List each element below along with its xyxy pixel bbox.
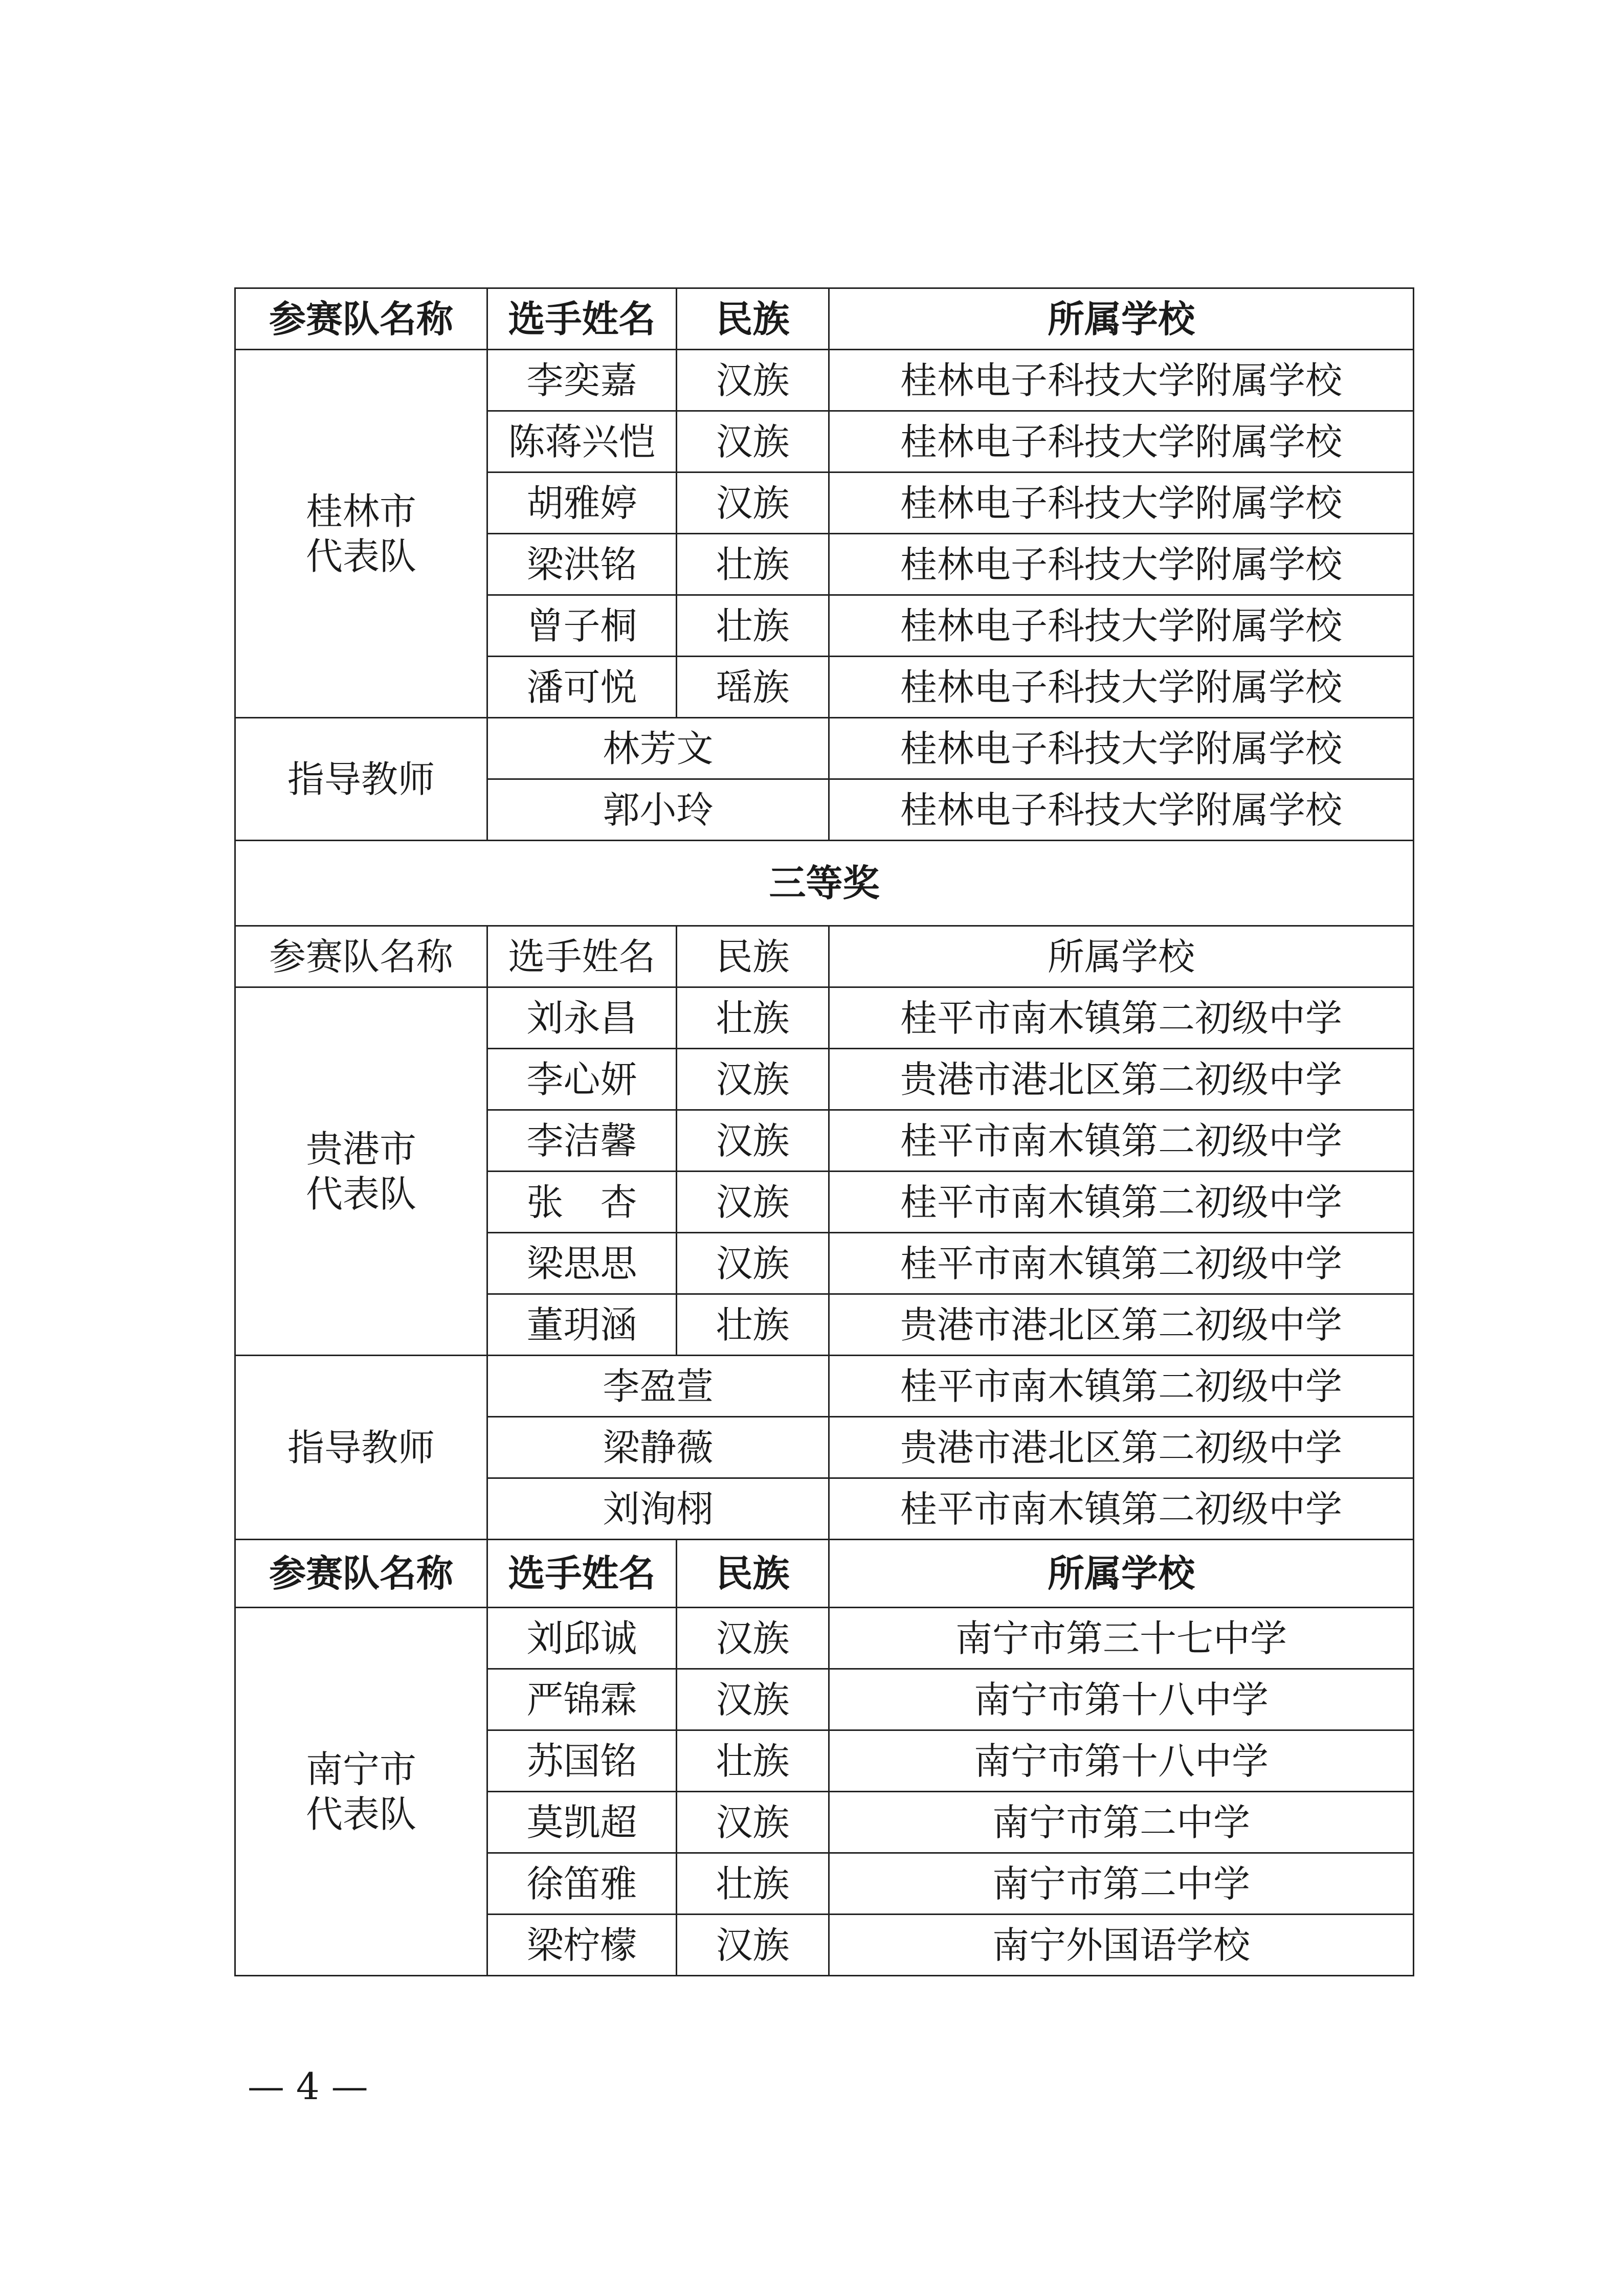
player-name: 梁洪铭	[487, 534, 677, 595]
player-ethnicity: 瑶族	[677, 657, 829, 718]
page-number: — 4 —	[248, 2065, 368, 2108]
team-guigang	[235, 987, 487, 1356]
team-guilin	[235, 350, 487, 718]
player-school: 桂平市南木镇第二初级中学	[829, 987, 1414, 1049]
team-name-line: 贵港市	[305, 1127, 416, 1170]
player-ethnicity: 汉族	[677, 411, 829, 472]
header-ethnicity: 民族	[677, 288, 829, 350]
player-name: 张 杏	[487, 1172, 677, 1233]
player-name: 潘可悦	[487, 657, 677, 718]
player-school: 桂林电子科技大学附属学校	[829, 472, 1414, 534]
player-name: 刘永昌	[487, 987, 677, 1049]
player-school: 贵港市港北区第二初级中学	[829, 1294, 1414, 1356]
header-name: 选手姓名	[487, 1540, 677, 1608]
header-team: 参赛队名称	[235, 288, 487, 350]
player-ethnicity: 汉族	[677, 472, 829, 534]
header-team: 参赛队名称	[235, 1540, 487, 1608]
advisor-name: 刘洵栩	[487, 1478, 829, 1540]
team-nanning	[235, 1608, 487, 1976]
table-row	[235, 718, 1414, 779]
player-ethnicity: 壮族	[677, 1294, 829, 1356]
prize-row	[235, 841, 1414, 926]
header-row	[235, 288, 1414, 350]
advisor-school: 桂林电子科技大学附属学校	[829, 779, 1414, 841]
player-ethnicity: 汉族	[677, 1110, 829, 1172]
player-school: 南宁市第十八中学	[829, 1669, 1414, 1730]
player-school: 桂平市南木镇第二初级中学	[829, 1233, 1414, 1294]
advisor-school: 桂平市南木镇第二初级中学	[829, 1478, 1414, 1540]
player-school: 桂林电子科技大学附属学校	[829, 411, 1414, 472]
advisor-name: 林芳文	[487, 718, 829, 779]
player-school: 桂林电子科技大学附属学校	[829, 595, 1414, 657]
player-school: 南宁市第十八中学	[829, 1730, 1414, 1792]
player-school: 桂林电子科技大学附属学校	[829, 657, 1414, 718]
player-ethnicity: 汉族	[677, 1172, 829, 1233]
header-team: 参赛队名称	[235, 926, 487, 987]
player-ethnicity: 壮族	[677, 1730, 829, 1792]
player-name: 李心妍	[487, 1049, 677, 1110]
header-school: 所属学校	[829, 1540, 1414, 1608]
player-ethnicity: 汉族	[677, 350, 829, 411]
player-name: 徐笛雅	[487, 1853, 677, 1915]
player-name: 严锦霖	[487, 1669, 677, 1730]
advisor-name: 李盈萱	[487, 1356, 829, 1417]
advisor-name: 郭小玲	[487, 779, 829, 841]
prize-title: 三等奖	[235, 841, 1414, 926]
advisor-label: 指导教师	[235, 1356, 487, 1540]
player-ethnicity: 壮族	[677, 987, 829, 1049]
player-ethnicity: 汉族	[677, 1049, 829, 1110]
awards-table	[234, 287, 1414, 1976]
player-school: 南宁外国语学校	[829, 1915, 1414, 1976]
player-ethnicity: 汉族	[677, 1792, 829, 1853]
player-ethnicity: 汉族	[677, 1608, 829, 1669]
advisor-school: 桂平市南木镇第二初级中学	[829, 1356, 1414, 1417]
player-name: 陈蒋兴恺	[487, 411, 677, 472]
team-name-line: 代表队	[305, 1792, 416, 1836]
player-ethnicity: 汉族	[677, 1669, 829, 1730]
header-name: 选手姓名	[487, 926, 677, 987]
player-name: 曾子桐	[487, 595, 677, 657]
player-name: 刘邱诚	[487, 1608, 677, 1669]
header-school: 所属学校	[829, 926, 1414, 987]
table-row	[235, 350, 1414, 411]
header-row	[235, 1540, 1414, 1608]
table-row	[235, 1356, 1414, 1417]
player-school: 桂平市南木镇第二初级中学	[829, 1110, 1414, 1172]
player-name: 苏国铭	[487, 1730, 677, 1792]
player-ethnicity: 壮族	[677, 534, 829, 595]
team-name-line: 桂林市	[305, 489, 416, 533]
advisor-school: 桂林电子科技大学附属学校	[829, 718, 1414, 779]
team-name-line: 南宁市	[305, 1747, 416, 1791]
table-row	[235, 987, 1414, 1049]
advisor-label: 指导教师	[235, 718, 487, 841]
player-name: 李洁馨	[487, 1110, 677, 1172]
player-school: 南宁市第二中学	[829, 1853, 1414, 1915]
advisor-name: 梁静薇	[487, 1417, 829, 1478]
player-name: 莫凯超	[487, 1792, 677, 1853]
header-row	[235, 926, 1414, 987]
player-name: 李奕嘉	[487, 350, 677, 411]
header-ethnicity: 民族	[677, 926, 829, 987]
advisor-school: 贵港市港北区第二初级中学	[829, 1417, 1414, 1478]
player-name: 董玥涵	[487, 1294, 677, 1356]
player-school: 桂林电子科技大学附属学校	[829, 350, 1414, 411]
player-name: 梁柠檬	[487, 1915, 677, 1976]
player-name: 胡雅婷	[487, 472, 677, 534]
player-school: 桂平市南木镇第二初级中学	[829, 1172, 1414, 1233]
player-ethnicity: 汉族	[677, 1915, 829, 1976]
player-school: 南宁市第三十七中学	[829, 1608, 1414, 1669]
header-name: 选手姓名	[487, 288, 677, 350]
team-name-line: 代表队	[305, 1172, 416, 1215]
player-school: 贵港市港北区第二初级中学	[829, 1049, 1414, 1110]
header-school: 所属学校	[829, 288, 1414, 350]
player-name: 梁思思	[487, 1233, 677, 1294]
header-ethnicity: 民族	[677, 1540, 829, 1608]
player-ethnicity: 汉族	[677, 1233, 829, 1294]
player-school: 南宁市第二中学	[829, 1792, 1414, 1853]
table-row	[235, 1608, 1414, 1669]
player-ethnicity: 壮族	[677, 1853, 829, 1915]
player-ethnicity: 壮族	[677, 595, 829, 657]
player-school: 桂林电子科技大学附属学校	[829, 534, 1414, 595]
team-name-line: 代表队	[305, 534, 416, 578]
